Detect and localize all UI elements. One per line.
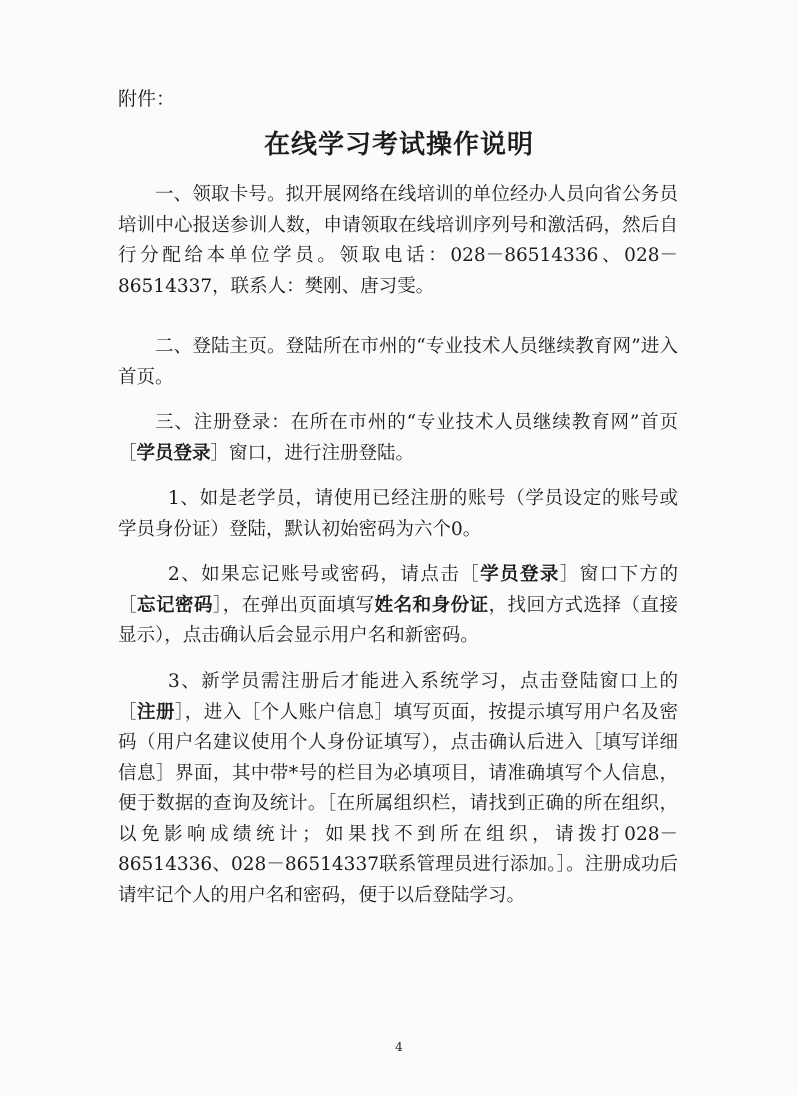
s3-text-before: 三、注册登录：在所在市州的“专业技术人员继续教育网”首页［ [118,412,678,464]
paragraph-collect-card: 一、领取卡号。拟开展网络在线培训的单位经办人员向省公务员培训中心报送参训人数，申请领取在线培训序列号和激活码，然后自行分配给本单位学员。领取电话：028－86514336、028－86514337，联系人：樊刚、唐习雯。 [118,184,678,297]
register-term: 注册 [137,701,175,723]
paragraph-item-2 [118,560,678,652]
attachment-label: 附件： [118,88,176,110]
page-number: 4 [395,1040,403,1054]
paragraph-item-3 [118,667,678,911]
item2-text-a: 2、如果忘记账号或密码，请点击［ [168,564,481,585]
student-login-term: 学员登录 [136,442,211,464]
forgot-password-term: 忘记密码 [137,594,213,616]
item3-text-a: 3、新学员需注册后才能进入系统学习，点击登陆窗口上的［ [118,671,678,723]
s3-text-after: ］窗口，进行注册登陆。 [210,442,415,464]
item2-text-e: ］，在弹出页面填写 [212,594,375,616]
item3-text-c: ］，进入［个人账户信息］填写页面，按提示填写用户名及密码（用户名建议使用个人身份证填写），点击确认后进入［填写详细信息］界面，其中带*号的栏目为必填项目，请准确填写个人信息，便于数据的查询及统计。［在所属组织栏，请找到正确的所在组织，以免影响成绩统计；如果找不到所在组织，请拨打028－86514336、028－86514337联系管理员进行添加。］。注册成功后请牢记个人的用户名和密码，便于以后登陆学习。 [118,701,678,906]
item2-text-g: ，找回方式选择（直接显示），点击确认后会显示用户名和新密码。 [118,594,678,646]
paragraph-register-login [118,408,678,469]
document-title: 在线学习考试操作说明 [263,130,534,160]
item2-text-c: ］窗口下方的［ [118,564,678,616]
paragraph-login-homepage: 二、登陆主页。登陆所在市州的“专业技术人员继续教育网”进入首页。 [118,336,678,388]
name-and-id-term: 姓名和身份证 [374,594,489,616]
paragraph-item-1: 1、如是老学员，请使用已经注册的账号（学员设定的账号或学员身份证）登陆，默认初始密码为六个0。 [118,488,678,540]
student-login-term-2: 学员登录 [480,564,560,585]
